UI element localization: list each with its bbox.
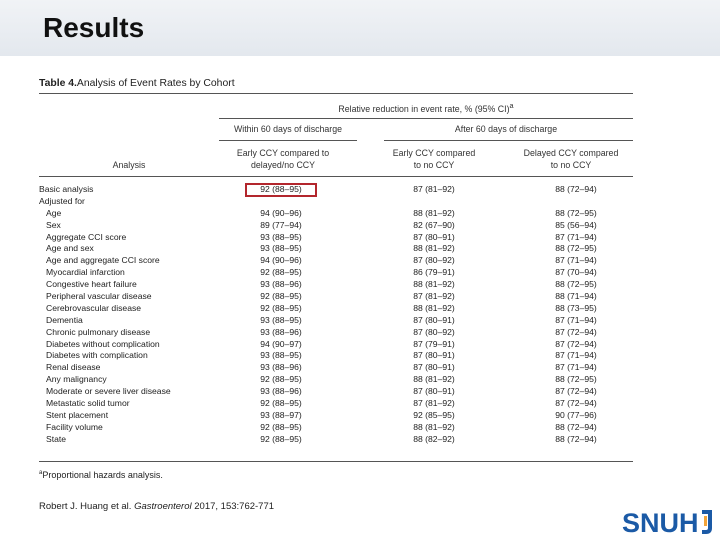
table-row <box>39 243 633 255</box>
adjusted-rows <box>39 208 633 446</box>
cell-value: 87 (81–92) <box>413 184 455 194</box>
citation-details: 2017, 153:762-771 <box>194 501 275 512</box>
cell-value: 87 (70–94) <box>555 267 597 278</box>
cell-value: 93 (88–96) <box>260 386 302 397</box>
cell-value: 94 (90–96) <box>260 255 302 266</box>
cell-value: 93 (88–96) <box>260 279 302 290</box>
table-row <box>39 303 633 315</box>
cell-value: 92 (88–95) <box>260 184 302 194</box>
cell-value: 87 (80–91) <box>413 362 455 373</box>
cell-value: 87 (71–94) <box>555 362 597 373</box>
table-row <box>39 255 633 267</box>
row-label: State <box>46 433 67 444</box>
cell-value: 87 (72–94) <box>555 338 597 349</box>
header-bottom-rule <box>39 176 633 177</box>
cell-value: 87 (71–94) <box>555 255 597 266</box>
citation-journal: Gastroenterol <box>134 501 192 512</box>
cell-value: 87 (71–94) <box>555 231 597 242</box>
row-label: Sex <box>46 219 61 230</box>
table-footnote <box>39 468 163 482</box>
table-body <box>39 184 633 446</box>
table-top-rule <box>39 93 633 94</box>
group-rule-left <box>219 140 357 141</box>
cell-value: 93 (88–95) <box>260 231 302 242</box>
table-label: Table 4. <box>39 78 77 89</box>
row-label: Adjusted for <box>39 195 85 206</box>
group-header-within-60: Within 60 days of discharge <box>233 124 343 134</box>
cell-value: 87 (80–92) <box>413 255 455 266</box>
table-row <box>39 220 633 232</box>
cell-value: 87 (80–91) <box>413 386 455 397</box>
table-row <box>39 279 633 291</box>
spanning-header-text: Relative reduction in event rate, % (95% CI) <box>338 103 510 114</box>
spanning-header-rule <box>219 118 633 119</box>
column-header-1 <box>219 148 347 172</box>
snuh-logo-text: SNUH <box>622 508 699 536</box>
cell-value: 93 (88–95) <box>260 243 302 254</box>
table-row <box>39 315 633 327</box>
cell-value: 87 (79–91) <box>413 338 455 349</box>
table-row <box>39 386 633 398</box>
table-row <box>39 208 633 220</box>
column-header-3-line1: Delayed CCY compared <box>523 148 619 158</box>
table-row <box>39 267 633 279</box>
snuh-logo-accent <box>704 516 707 526</box>
cell-value: 88 (81–92) <box>413 421 455 432</box>
cell-value: 92 (88–95) <box>260 267 302 278</box>
cell-value: 87 (72–94) <box>555 326 597 337</box>
cell-value: 92 (88–95) <box>260 374 302 385</box>
cell-value: 87 (71–94) <box>555 314 597 325</box>
cell-value: 92 (88–95) <box>260 291 302 302</box>
row-label: Facility volume <box>46 421 103 432</box>
cell-value: 94 (90–96) <box>260 207 302 218</box>
table-row <box>39 410 633 422</box>
row-label: Metastatic solid tumor <box>46 398 130 409</box>
cell-value: 88 (72–94) <box>555 184 597 194</box>
analysis-header: Analysis <box>112 160 146 170</box>
table-bottom-rule <box>39 461 633 462</box>
cell-value: 88 (81–92) <box>413 302 455 313</box>
column-header-3-line2: to no CCY <box>550 159 592 170</box>
row-label: Diabetes without complication <box>46 338 160 349</box>
cell-value: 88 (72–95) <box>555 374 597 385</box>
group-rule-right <box>384 140 633 141</box>
cell-value: 88 (72–94) <box>555 433 597 444</box>
group-header-after-60: After 60 days of discharge <box>454 124 558 134</box>
cell-value: 85 (56–94) <box>555 219 597 230</box>
table-row <box>39 374 633 386</box>
table-row <box>39 434 633 446</box>
column-header-2-line1: Early CCY compared <box>392 148 476 158</box>
cell-value: 88 (72–95) <box>555 243 597 254</box>
cell-value: 88 (72–94) <box>555 421 597 432</box>
table-row <box>39 232 633 244</box>
column-header-1-line2: delayed/no CCY <box>250 159 316 170</box>
row-label: Chronic pulmonary disease <box>46 326 151 337</box>
cell-value: 93 (88–96) <box>260 362 302 373</box>
cell-value: 88 (71–94) <box>555 291 597 302</box>
row-label: Moderate or severe liver disease <box>46 386 171 397</box>
cell-value: 88 (82–92) <box>413 433 455 444</box>
cell-value: 92 (88–95) <box>260 433 302 444</box>
cell-value: 93 (88–97) <box>260 409 302 420</box>
cell-value: 87 (80–91) <box>413 350 455 361</box>
row-label: Dementia <box>46 314 83 325</box>
cell-value: 87 (71–94) <box>555 350 597 361</box>
table-row <box>39 327 633 339</box>
table-row <box>39 398 633 410</box>
column-header-1-line1: Early CCY compared to <box>236 148 330 158</box>
cell-value: 87 (80–91) <box>413 231 455 242</box>
cell-value: 87 (72–94) <box>555 398 597 409</box>
table-row <box>39 422 633 434</box>
cell-value: 88 (72–95) <box>555 279 597 290</box>
footnote-text: Proportional hazards analysis. <box>42 470 163 480</box>
cell-value: 88 (72–95) <box>555 207 597 218</box>
cell-value: 93 (88–95) <box>260 314 302 325</box>
row-label: Any malignancy <box>46 374 107 385</box>
table-title <box>39 78 235 90</box>
row-label: Congestive heart failure <box>46 279 137 290</box>
cell-value: 82 (67–90) <box>413 219 455 230</box>
cell-value: 86 (79–91) <box>413 267 455 278</box>
spanning-header <box>219 100 633 116</box>
snuh-logo <box>622 506 714 536</box>
cell-value: 92 (88–95) <box>260 421 302 432</box>
cell-value: 87 (80–92) <box>413 326 455 337</box>
cell-value: 87 (81–92) <box>413 291 455 302</box>
table-row <box>39 350 633 362</box>
cell-value: 87 (81–92) <box>413 398 455 409</box>
cell-value: 87 (80–91) <box>413 314 455 325</box>
table-row-basic <box>39 184 633 196</box>
footnote-sup: a <box>39 470 43 476</box>
row-label: Age and aggregate CCI score <box>46 255 160 266</box>
cell-value: 88 (81–92) <box>413 279 455 290</box>
cell-value: 90 (77–96) <box>555 409 597 420</box>
column-header-2-line2: to no CCY <box>413 159 455 170</box>
row-label: Stent placement <box>46 409 109 420</box>
cell-value: 87 (72–94) <box>555 386 597 397</box>
row-label: Age and sex <box>46 243 94 254</box>
cell-value: 88 (81–92) <box>413 207 455 218</box>
table-panel <box>39 78 633 478</box>
cell-value: 92 (88–95) <box>260 302 302 313</box>
cell-value: 93 (88–95) <box>260 350 302 361</box>
cell-value: 88 (81–92) <box>413 374 455 385</box>
column-header-3 <box>509 148 633 172</box>
row-label: Basic analysis <box>39 184 94 194</box>
citation-authors: Robert J. Huang et al. <box>39 501 132 512</box>
row-label: Renal disease <box>46 362 101 373</box>
cell-value: 89 (77–94) <box>260 219 302 230</box>
cell-value: 88 (81–92) <box>413 243 455 254</box>
row-label: Aggregate CCI score <box>46 231 127 242</box>
table-row <box>39 339 633 351</box>
row-label: Diabetes with complication <box>46 350 148 361</box>
cell-value: 93 (88–96) <box>260 326 302 337</box>
row-label: Cerebrovascular disease <box>46 302 142 313</box>
table-row <box>39 291 633 303</box>
row-label: Age <box>46 207 62 218</box>
cell-value: 88 (73–95) <box>555 302 597 313</box>
spanning-header-sup: a <box>509 101 514 110</box>
cell-value: 92 (88–95) <box>260 398 302 409</box>
slide-title: Results <box>43 12 145 43</box>
row-label: Peripheral vascular disease <box>46 291 152 302</box>
table-row-adjusted-heading <box>39 196 633 208</box>
row-label: Myocardial infarction <box>46 267 125 278</box>
cell-value: 92 (85–95) <box>413 409 455 420</box>
cell-value: 94 (90–97) <box>260 338 302 349</box>
citation <box>39 501 274 512</box>
table-caption: Analysis of Event Rates by Cohort <box>76 78 235 89</box>
column-header-2 <box>372 148 496 172</box>
table-row <box>39 362 633 374</box>
